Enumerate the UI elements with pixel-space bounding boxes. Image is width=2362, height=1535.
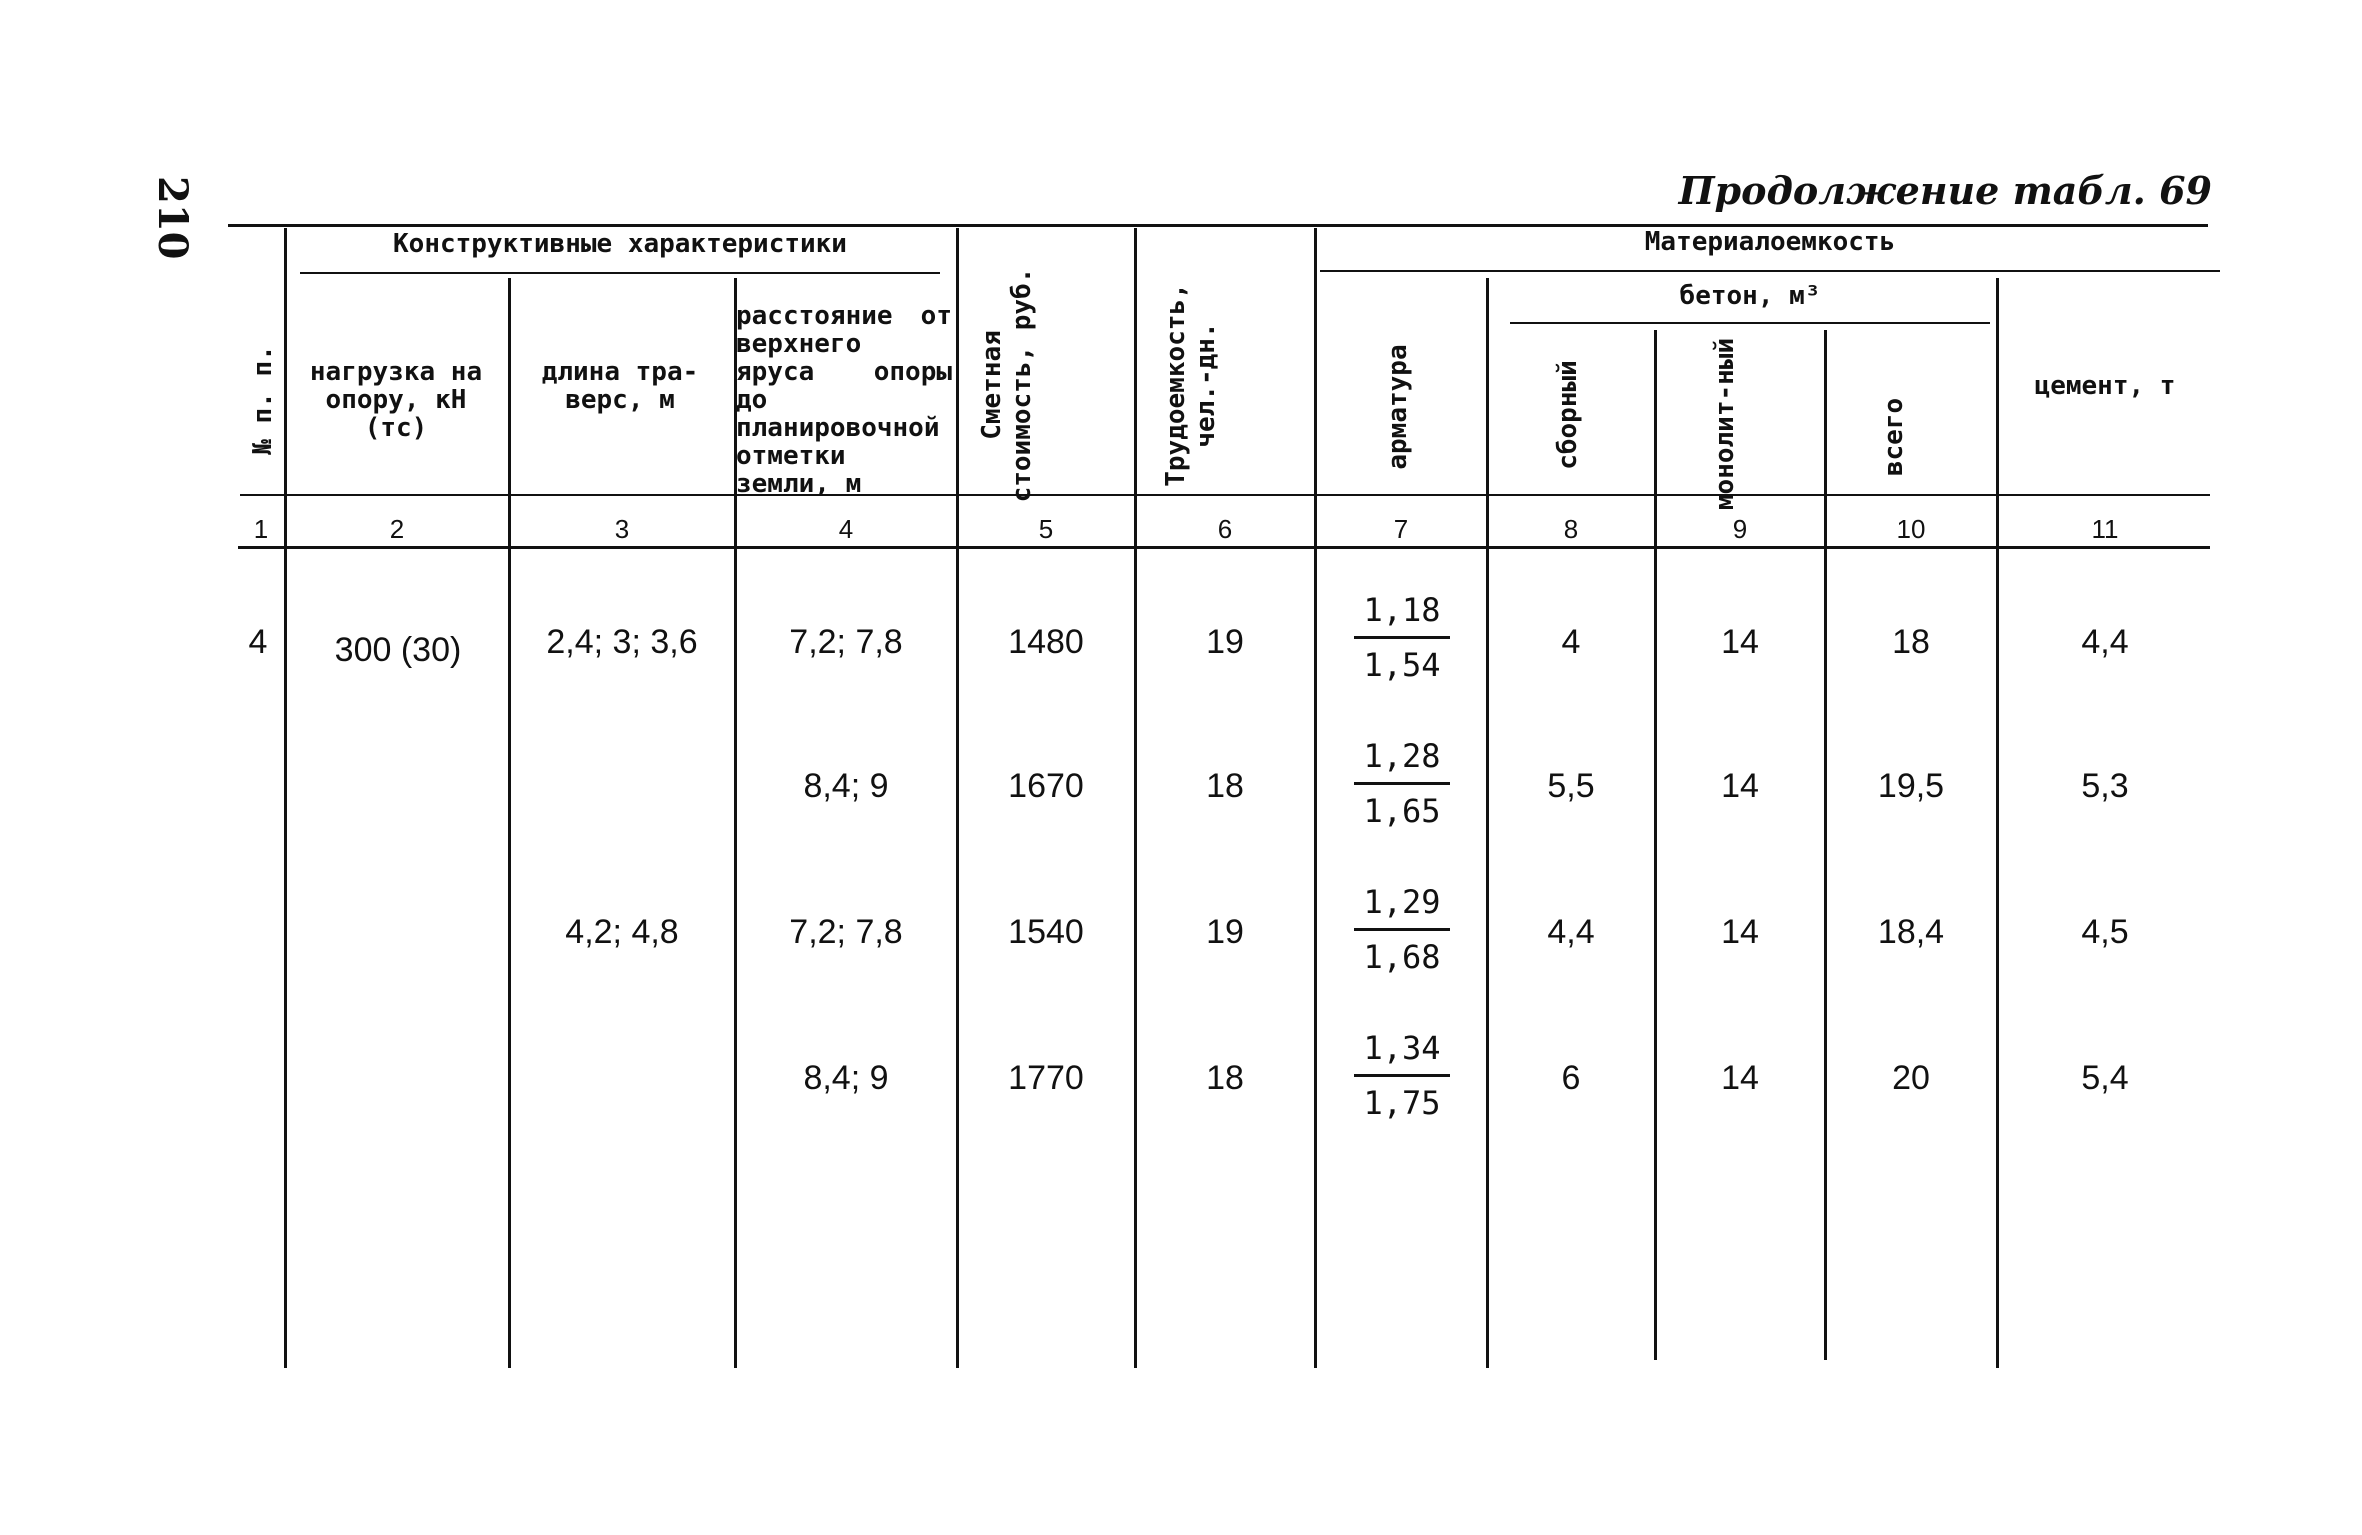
page-number: 210 xyxy=(149,176,196,260)
header-labor: Трудоемкость, чел.-дн. xyxy=(1161,283,1221,487)
row-3-monolith: 14 xyxy=(1721,913,1759,951)
column-number-11: 11 xyxy=(2091,514,2119,544)
column-number-3: 3 xyxy=(614,514,630,544)
row-1-cost: 1480 xyxy=(1008,623,1084,661)
row-4-armature-bottom: 1,75 xyxy=(1363,1084,1441,1122)
header-row-no: № п. п. xyxy=(248,345,278,455)
row-3-cost: 1540 xyxy=(1008,913,1084,951)
row-1-monolith: 14 xyxy=(1721,623,1759,661)
header-load: нагрузка на опору, кН (тс) xyxy=(309,357,483,443)
constructive-sub-rule xyxy=(300,272,940,274)
row-2-armature xyxy=(1342,736,1462,831)
row-2-armature-top: 1,28 xyxy=(1363,737,1441,775)
row-3-length: 4,2; 4,8 xyxy=(565,913,679,951)
col-divider-6 xyxy=(1314,228,1317,1368)
row-1-distance: 7,2; 7,8 xyxy=(789,623,903,661)
row-1-armature-top: 1,18 xyxy=(1363,591,1441,629)
row-3-labor: 19 xyxy=(1206,913,1244,951)
header-monolith: монолит-ный xyxy=(1710,337,1740,511)
col-divider-2 xyxy=(508,278,511,1368)
row-4-monolith: 14 xyxy=(1721,1059,1759,1097)
row-4-cost: 1770 xyxy=(1008,1059,1084,1097)
row-1-cement: 4,4 xyxy=(2081,623,2129,661)
column-number-10: 10 xyxy=(1896,514,1926,544)
column-number-4: 4 xyxy=(838,514,854,544)
col-divider-10 xyxy=(1996,278,1999,1368)
header-total: всего xyxy=(1879,397,1909,477)
row-2-distance: 8,4; 9 xyxy=(803,767,889,805)
row-3-cement: 4,5 xyxy=(2081,913,2129,951)
row-2-cost: 1670 xyxy=(1008,767,1084,805)
column-number-9: 9 xyxy=(1732,514,1748,544)
row-2-cement: 5,3 xyxy=(2081,767,2129,805)
table-top-rule xyxy=(228,224,2208,227)
row-4-labor: 18 xyxy=(1206,1059,1244,1097)
column-number-8: 8 xyxy=(1563,514,1579,544)
row-4-total: 20 xyxy=(1892,1059,1930,1097)
row-2-monolith: 14 xyxy=(1721,767,1759,805)
row-3-armature-top: 1,29 xyxy=(1363,883,1441,921)
row-2-total: 19,5 xyxy=(1877,767,1945,805)
header-prefab: сборный xyxy=(1553,360,1583,470)
header-constructive: Конструктивные характеристики xyxy=(393,229,847,259)
row-4-cement: 5,4 xyxy=(2081,1059,2129,1097)
concrete-sub-rule xyxy=(1510,322,1990,324)
fraction-bar xyxy=(1354,1074,1450,1077)
row-1-total: 18 xyxy=(1892,623,1930,661)
material-sub-rule xyxy=(1320,270,2220,272)
col-divider-7 xyxy=(1486,278,1489,1368)
continuation-title: Продолжение табл. 69 xyxy=(1678,168,2212,213)
fraction-bar xyxy=(1354,928,1450,931)
column-number-1: 1 xyxy=(253,514,269,544)
col-divider-4 xyxy=(956,228,959,1368)
header-armature: арматура xyxy=(1383,344,1413,470)
row-1-armature xyxy=(1342,590,1462,685)
row-1-number: 4 xyxy=(248,623,268,661)
header-material: Материалоемкость xyxy=(1644,227,1896,257)
col-divider-5 xyxy=(1134,228,1137,1368)
row-3-armature-bottom: 1,68 xyxy=(1363,938,1441,976)
header-traverse-length: длина тра-верс, м xyxy=(541,357,699,415)
col-divider-8 xyxy=(1654,330,1657,1360)
column-number-2: 2 xyxy=(389,514,405,544)
row-4-distance: 8,4; 9 xyxy=(803,1059,889,1097)
row-3-total: 18,4 xyxy=(1877,913,1945,951)
row-3-distance: 7,2; 7,8 xyxy=(789,913,903,951)
row-1-length: 2,4; 3; 3,6 xyxy=(546,623,698,661)
header-distance: расстояние от верхнего яруса опоры до планировочной отметки земли, м xyxy=(736,301,952,499)
row-2-prefab: 5,5 xyxy=(1547,767,1595,805)
row-1-armature-bottom: 1,54 xyxy=(1363,646,1441,684)
fraction-bar xyxy=(1354,782,1450,785)
row-4-prefab: 6 xyxy=(1561,1059,1581,1097)
column-number-rule xyxy=(238,546,2210,549)
fraction-bar xyxy=(1354,636,1450,639)
row-2-armature-bottom: 1,65 xyxy=(1363,792,1441,830)
row-4-armature-top: 1,34 xyxy=(1363,1029,1441,1067)
row-1-prefab: 4 xyxy=(1561,623,1581,661)
row-3-prefab: 4,4 xyxy=(1547,913,1595,951)
header-cost: Сметная стоимость, руб. xyxy=(977,267,1037,503)
header-cement: цемент, т xyxy=(2034,371,2176,401)
col-divider-9 xyxy=(1824,330,1827,1360)
row-4-armature xyxy=(1342,1028,1462,1123)
row-3-armature xyxy=(1342,882,1462,977)
row-2-labor: 18 xyxy=(1206,767,1244,805)
column-number-6: 6 xyxy=(1217,514,1233,544)
column-number-7: 7 xyxy=(1393,514,1409,544)
header-concrete: бетон, м³ xyxy=(1679,281,1821,311)
row-1-load: 300 (30) xyxy=(334,631,462,669)
column-number-5: 5 xyxy=(1038,514,1054,544)
row-1-labor: 19 xyxy=(1206,623,1244,661)
